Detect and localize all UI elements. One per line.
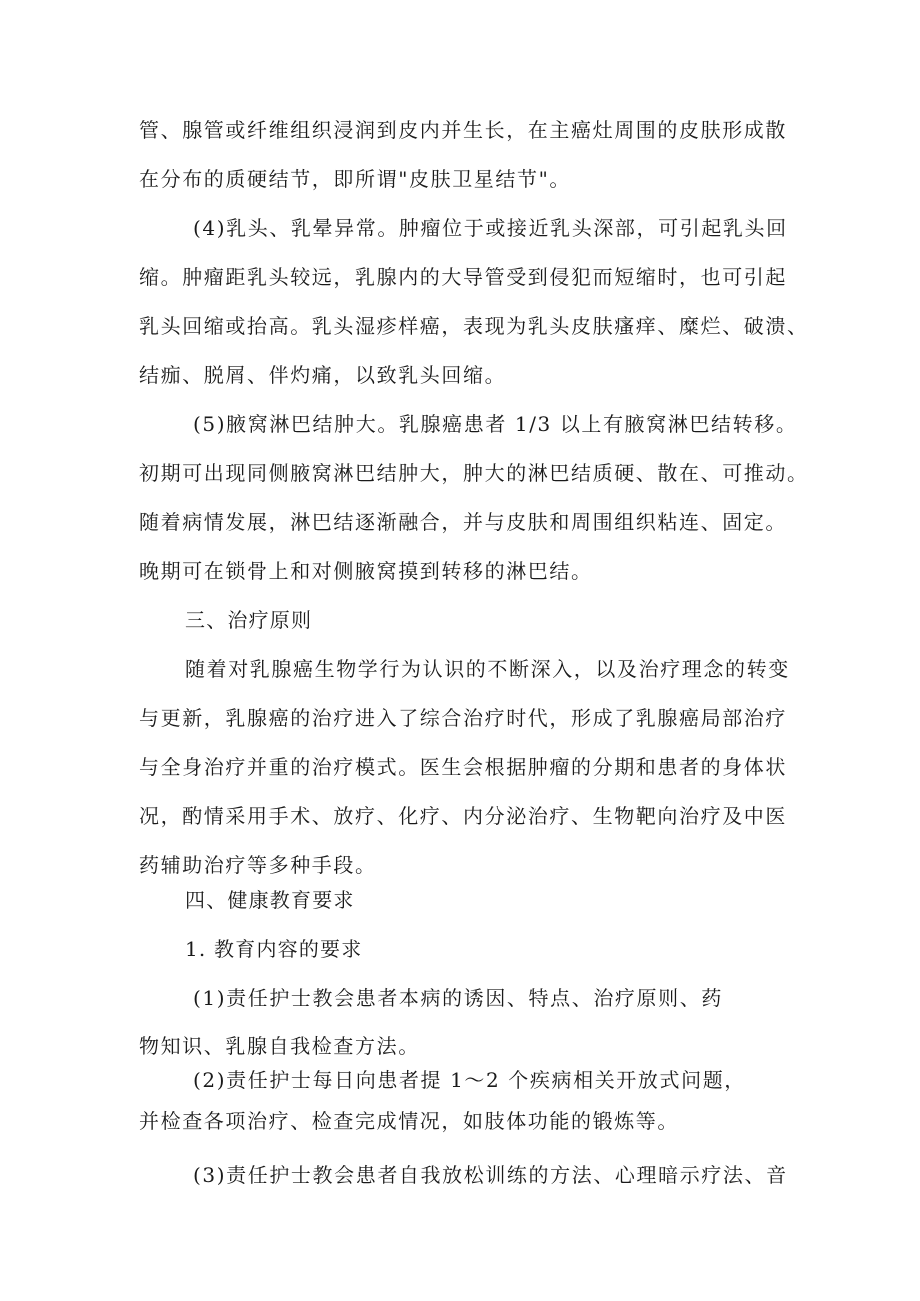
text-line: 况，酌情采用手术、放疗、化疗、内分泌治疗、生物靶向治疗及中医: [139, 804, 787, 828]
text-line: 初期可出现同侧腋窝淋巴结肿大，肿大的淋巴结质硬、散在、可推动。: [139, 461, 809, 485]
text-line: 随着病情发展，淋巴结逐渐融合，并与皮肤和周围组织粘连、固定。: [139, 510, 787, 534]
text-line: 药辅助治疗等多种手段。: [139, 853, 377, 877]
text-line: (4)乳头、乳晕异常。肿瘤位于或接近乳头深部，可引起乳头回: [193, 216, 788, 240]
text-line: 随着对乳腺癌生物学行为认识的不断深入，以及治疗理念的转变: [185, 657, 790, 681]
text-line: 在分布的质硬结节，即所谓"皮肤卫星结节"。: [139, 167, 571, 191]
text-line: (5)腋窝淋巴结肿大。乳腺癌患者 1/3 以上有腋窝淋巴结转移。: [193, 412, 798, 436]
section-heading: 四、健康教育要求: [185, 888, 355, 912]
text-line: 与更新，乳腺癌的治疗进入了综合治疗时代，形成了乳腺癌局部治疗: [139, 706, 787, 730]
text-line: 缩。肿瘤距乳头较远，乳腺内的大导管受到侵犯而短缩时，也可引起: [139, 265, 787, 289]
text-line: 结痂、脱屑、伴灼痛，以致乳头回缩。: [139, 363, 507, 387]
text-line: 晚期可在锁骨上和对侧腋窝摸到转移的淋巴结。: [139, 559, 593, 583]
subsection-heading: 1. 教育内容的要求: [185, 937, 363, 961]
section-heading: 三、治疗原则: [185, 608, 313, 632]
text-line: 乳头回缩或抬高。乳头湿疹样癌，表现为乳头皮肤瘙痒、糜烂、破溃、: [139, 314, 809, 338]
text-line: 管、腺管或纤维组织浸润到皮内并生长，在主癌灶周围的皮肤形成散: [139, 118, 787, 142]
text-line: (2)责任护士每日向患者提 1～2 个疾病相关开放式问题，: [193, 1068, 746, 1092]
text-line: 与全身治疗并重的治疗模式。医生会根据肿瘤的分期和患者的身体状: [139, 755, 787, 779]
text-line: 物知识、乳腺自我检查方法。: [139, 1034, 420, 1058]
text-line: (1)责任护士教会患者本病的诱因、特点、治疗原则、药: [193, 986, 723, 1010]
text-line: 并检查各项治疗、检查完成情况，如肢体功能的锻炼等。: [139, 1109, 679, 1133]
text-line: (3)责任护士教会患者自我放松训练的方法、心理暗示疗法、音: [193, 1163, 788, 1187]
